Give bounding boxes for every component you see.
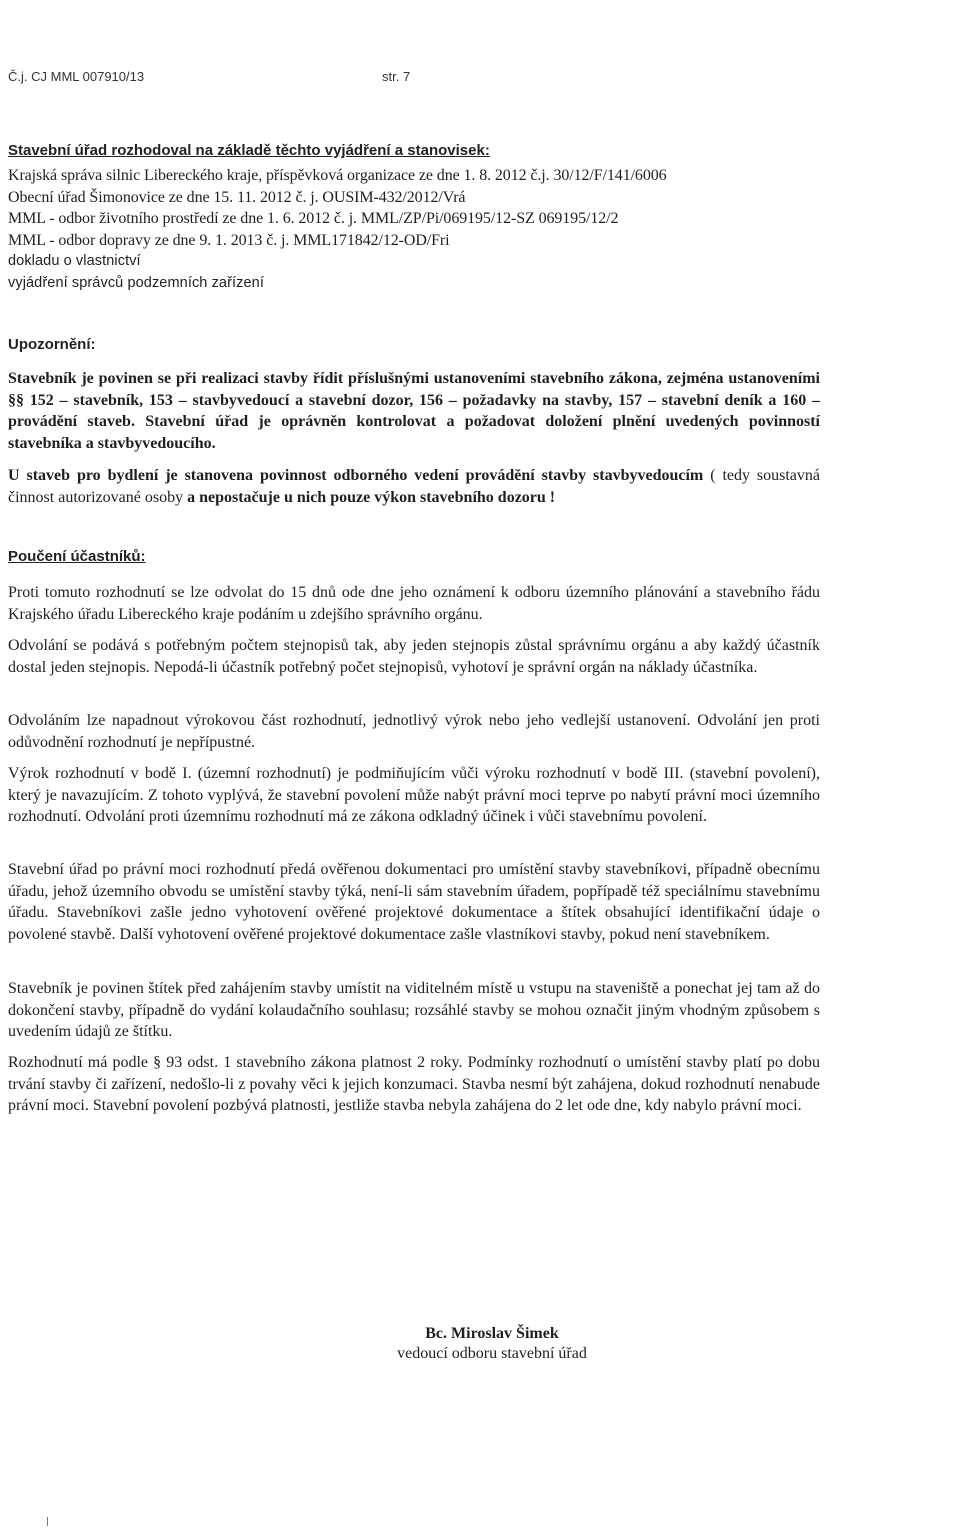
statement-item: vyjádření správců podzemních zařízení [8, 274, 264, 291]
scan-mark [47, 1517, 48, 1526]
instruction-paragraph: Odvoláním lze napadnout výrokovou část rozhodnutí, jednotlivý výrok nebo jeho vedlejší ustanovení. Odvolání jen proti odůvodnění rozhodnutí je nepřípustné. [8, 712, 820, 751]
statements-heading: Stavební úřad rozhodoval na základě těchto vyjádření a stanovisek: [8, 142, 490, 159]
instruction-paragraph: Stavební úřad po právní moci rozhodnutí předá ověřenou dokumentaci pro umístění stavby stavebníkovi, případně obecnímu úřadu, jehož územního obvodu se umístění stavby týká, není-li sám stavebním úřadem, popřípadě též speciálnímu stavebnímu úřadu. Stavebníkovi zašle jedno vyhotovení ověřené projektové dokumentace a štítek obsahující identifikační údaje o povolené stavbě. Další vyhotovení ověřené projektové dokumentace zašle vlastníkovi stavby, pokud není stavebníkem. [8, 861, 820, 943]
statement-item: MML - odbor dopravy ze dne 9. 1. 2013 č. j. MML171842/12-OD/Fri [8, 231, 450, 249]
instruction-heading: Poučení účastníků: [8, 548, 146, 565]
statement-item: MML - odbor životního prostředí ze dne 1. 6. 2012 č. j. MML/ZP/Pi/069195/12-SZ 069195/12/2 [8, 210, 619, 227]
warning-heading: Upozornění: [8, 336, 96, 353]
page-number: str. 7 [382, 69, 411, 84]
reference-number: Č.j. CJ MML 007910/13 [8, 69, 145, 84]
signature-block [362, 1324, 622, 1364]
statement-item: Obecní úřad Šimonovice ze dne 15. 11. 2012 č. j. OUSIM-432/2012/Vrá [8, 188, 466, 206]
warning-site-manager-normal: ( tedy soustavná činnost autorizované osoby [8, 467, 821, 506]
instruction-paragraph: Výrok rozhodnutí v bodě I. (územní rozhodnutí) je podmiňujícím vůči výroku rozhodnutí v bodě III. (stavební povolení), který je navazujícím. Z tohoto vyplývá, že stavební povolení může nabýt právní moci teprve po nabytí právní moci územního rozhodnutí. Odvolání proti územnímu rozhodnutí má ze zákona odkladný účinek i vůči stavebnímu povolení. [8, 765, 820, 825]
statements-list [8, 165, 948, 294]
instruction-paragraph: Odvolání se podává s potřebným počtem stejnopisů tak, aby jeden stejnopis zůstal správnímu orgánu a aby každý účastník dostal jeden stejnopis. Nepodá-li účastník potřebný počet stejnopisů, vyhotoví je správní orgán na náklady účastníka. [8, 637, 820, 676]
instruction-paragraph: Rozhodnutí má podle § 93 odst. 1 stavebního zákona platnost 2 roky. Podmínky rozhodnutí o umístění stavby platí po dobu trvání stavby či zařízení, nedošlo-li z povahy věci k jejich konzumaci. Stavba nesmí být zahájena, dokud rozhodnutí nenabude právní moci. Stavební povolení pozbývá platnosti, jestliže stavba nebyla zahájena do 2 let ode dne, kdy nabylo právní moci. [8, 1054, 820, 1114]
signatory-role: vedoucí odboru stavební úřad [397, 1345, 587, 1362]
warning-site-manager-bold: U staveb pro bydlení je stanovena povinnost odborného vedení provádění stavby stavbyvedoucím [8, 467, 704, 484]
statement-item: Krajská správa silnic Libereckého kraje, příspěvková organizace ze dne 1. 8. 2012 č.j. 30/12/F/141/6006 [8, 167, 667, 184]
instruction-paragraph: Stavebník je povinen štítek před zahájením stavby umístit na viditelném místě u vstupu na staveniště a ponechat jej tam až do dokončení stavby, případně do vydání kolaudačního souhlasu; rozsáhlé stavby se mohou označit jiným vhodným způsobem s uvedením údajů ze štítku. [8, 980, 820, 1040]
warning-paragraph: Stavebník je povinen se při realizaci stavby řídit příslušnými ustanoveními stavebního zákona, zejména ustanoveními §§ 152 – stavebník, 153 – stavbyvedoucí a stavební dozor, 156 – požadavky na stavby, 157 – stavební deník a 160 – provádění staveb. Stavební úřad je oprávněn kontrolovat a požadovat doložení plnění uvedených povinností stavebníka a stavbyvedoucího. [8, 370, 820, 452]
warning-site-manager-bold-end: a nepostačuje u nich pouze výkon stavebního dozoru ! [187, 488, 556, 506]
statement-item: dokladu o vlastnictví [8, 253, 141, 269]
instruction-paragraph: Proti tomuto rozhodnutí se lze odvolat do 15 dnů ode dne jeho oznámení k odboru územního plánování a stavebního řádu Krajského úřadu Libereckého kraje podáním u zdejšího správního orgánu. [8, 584, 820, 623]
warning-site-manager-paragraph [8, 465, 820, 508]
signatory-name: Bc. Miroslav Šimek [425, 1325, 559, 1342]
